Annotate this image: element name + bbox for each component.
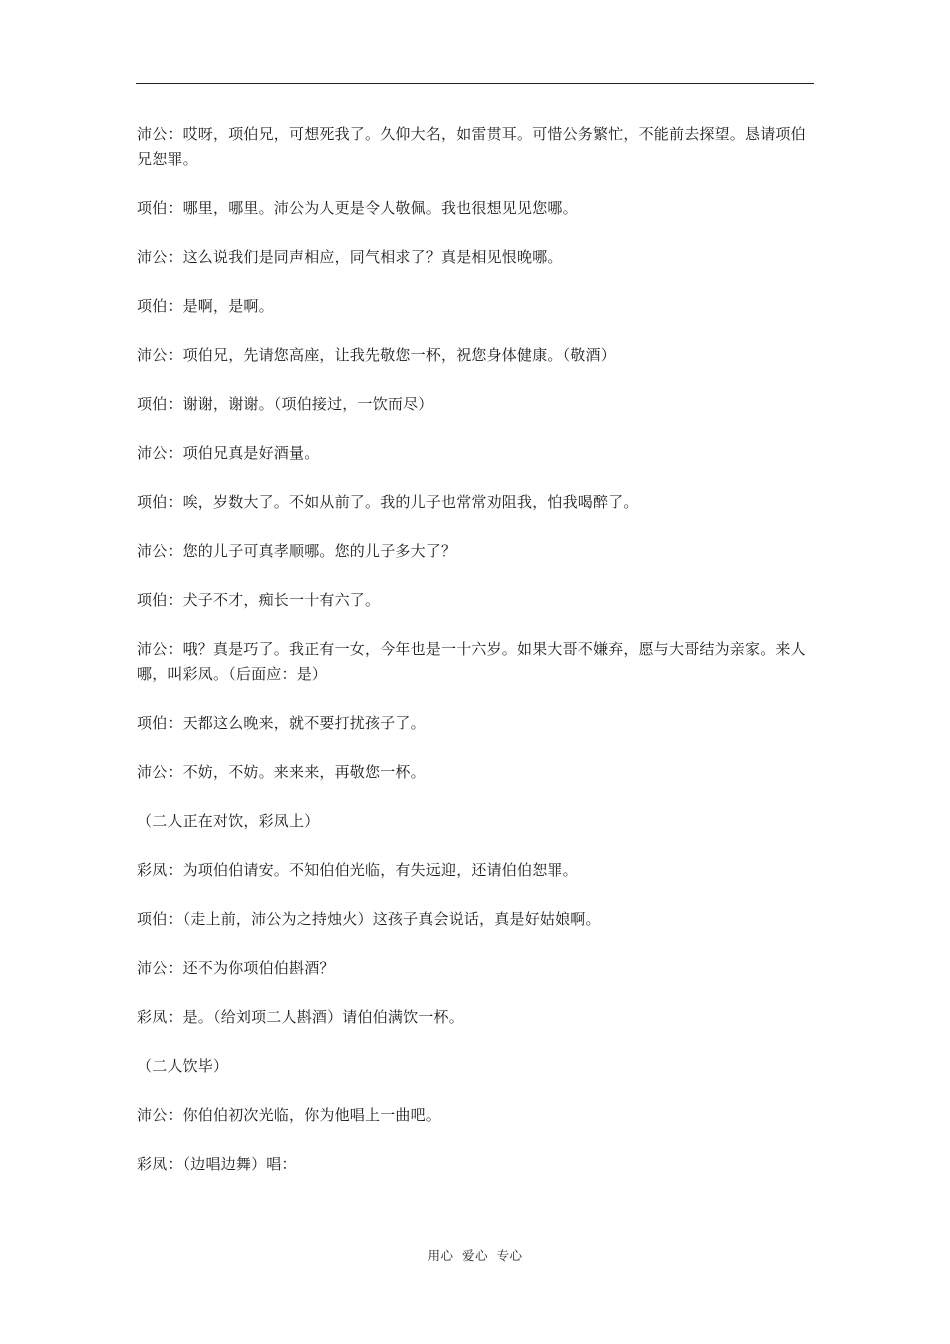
paragraph: 项伯：是啊，是啊。 (137, 297, 274, 315)
paragraph: 沛公：不妨，不妨。来来来，再敬您一杯。 (137, 763, 426, 781)
paragraph: 彩凤：（边唱边舞）唱： (137, 1155, 297, 1173)
paragraph: 沛公：你伯伯初次光临，你为他唱上一曲吧。 (137, 1106, 442, 1124)
paragraph: 沛公：您的儿子可真孝顺哪。您的儿子多大了？ (137, 542, 457, 560)
paragraph: 项伯：犬子不才，痴长一十有六了。 (137, 591, 381, 609)
paragraph: 彩凤：是。（给刘项二人斟酒）请伯伯满饮一杯。 (137, 1008, 464, 1026)
paragraph: 沛公：项伯兄，先请您高座，让我先敬您一杯，祝您身体健康。（敬酒） (137, 346, 616, 364)
paragraph: （二人正在对饮，彩凤上） (137, 812, 320, 830)
header-rule (136, 83, 814, 84)
paragraph: 沛公：项伯兄真是好酒量。 (137, 444, 320, 462)
paragraph: 项伯：谢谢，谢谢。（项伯接过，一饮而尽） (137, 395, 434, 413)
paragraph: 沛公：还不为你项伯伯斟酒？ (137, 959, 335, 977)
paragraph: 项伯：哪里，哪里。沛公为人更是令人敬佩。我也很想见见您哪。 (137, 199, 578, 217)
paragraph: 项伯：唉，岁数大了。不如从前了。我的儿子也常常劝阻我，怕我喝醉了。 (137, 493, 639, 511)
paragraph: （二人饮毕） (137, 1057, 229, 1075)
paragraph: 项伯：（走上前，沛公为之持烛火）这孩子真会说话，真是好姑娘啊。 (137, 910, 601, 928)
paragraph: 沛公：这么说我们是同声相应，同气相求了？真是相见恨晚哪。 (137, 248, 563, 266)
paragraph: 沛公：哦？真是巧了。我正有一女，今年也是一十六岁。如果大哥不嫌弃，愿与大哥结为亲家。来人哪，叫彩凤。（后面应：是） (137, 640, 806, 683)
paragraph: 彩凤：为项伯伯请安。不知伯伯光临，有失远迎，还请伯伯恕罪。 (137, 861, 578, 879)
page-footer: 用心 爱心 专心 (427, 1248, 523, 1263)
paragraph: 项伯：天都这么晚来，就不要打扰孩子了。 (137, 714, 426, 732)
document-body (137, 122, 817, 1201)
paragraph: 沛公：哎呀，项伯兄，可想死我了。久仰大名，如雷贯耳。可惜公务繁忙，不能前去探望。恳请项伯兄恕罪。 (137, 125, 806, 168)
